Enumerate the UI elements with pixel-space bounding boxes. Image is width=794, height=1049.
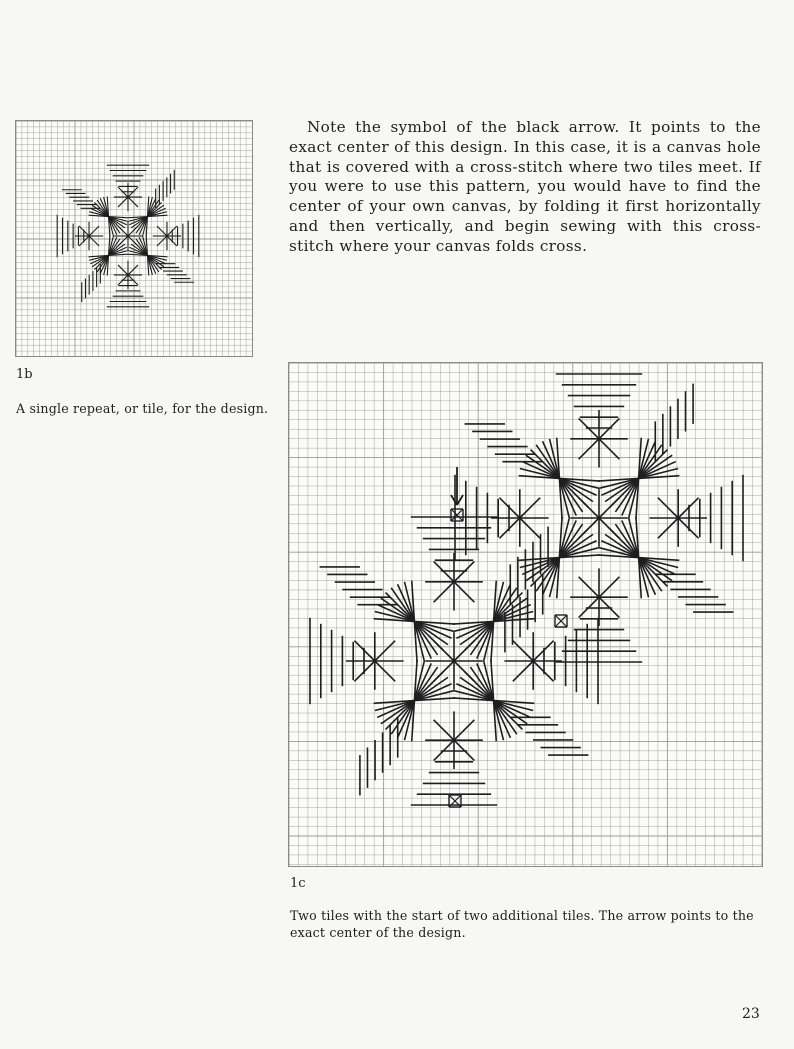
figure-1b-stitch-chart <box>15 120 253 357</box>
stitch-tile-motif <box>57 165 199 307</box>
figure-1c-caption: Two tiles with the start of two additional tiles. The arrow points to the exact center of the design. <box>290 908 754 940</box>
cross-stitch-center-box <box>555 615 567 627</box>
canvas-grid <box>16 121 252 356</box>
figure-1c-label: 1c <box>290 876 306 891</box>
needlepoint-two-tiles-diagram <box>289 363 762 866</box>
needlepoint-tile-diagram <box>16 121 252 356</box>
figure-1b-caption: A single repeat, or tile, for the design. <box>16 401 269 416</box>
figure-1b-label: 1b <box>16 367 33 382</box>
cross-stitch-center-box <box>451 509 463 521</box>
page-number: 23 <box>742 1006 760 1022</box>
body-paragraph: Note the symbol of the black arrow. It points to the exact center of this design. In this case, it is a canvas hole that is covered with a cross-stitch where two tiles meet. If you were to use this pattern, you would have to find the center of your own canvas, by folding it first horizontally and then vertically, and begin sewing with this cross-stitch where your canvas folds cross. <box>289 118 761 255</box>
figure-1c-stitch-chart <box>288 362 763 867</box>
